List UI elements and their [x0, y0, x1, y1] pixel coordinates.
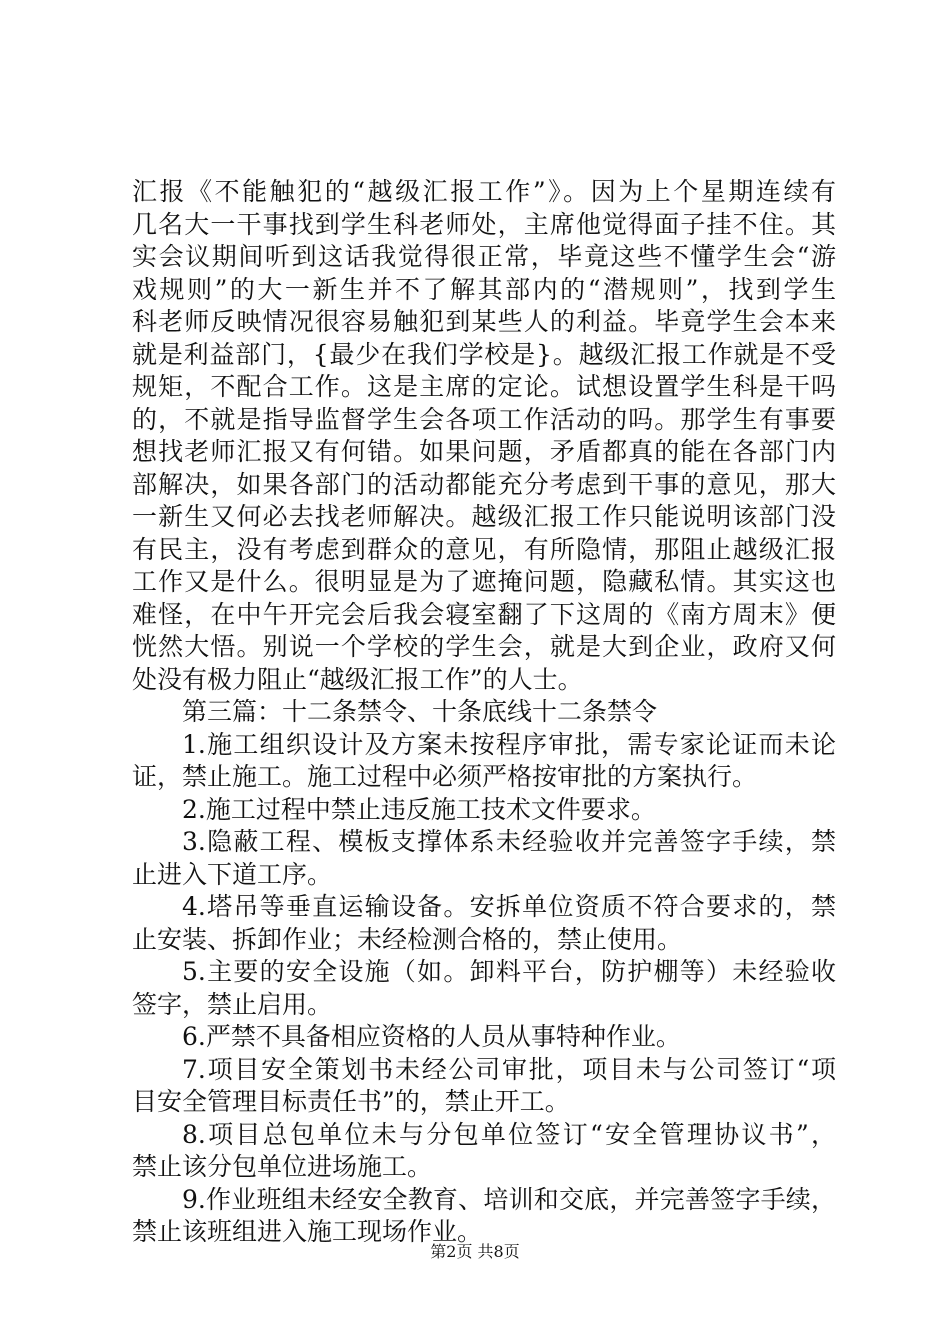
page-footer: [0, 1242, 950, 1262]
text-line: 4.塔吊等垂直运输设备。安拆单位资质不符合要求的，禁: [182, 892, 836, 921]
text-line: 3.隐蔽工程、模板支撑体系未经验收并完善签字手续，禁: [182, 827, 836, 856]
list-item: [132, 826, 836, 891]
text-line: 难怪，在中午开完会后我会寝室翻了下这周的《南方周末》便: [132, 599, 836, 629]
text-line: 工作又是什么。很明显是为了遮掩问题，隐藏私情。其实这也: [132, 567, 836, 596]
text-line: 科老师反映情况很容易触犯到某些人的利益。毕竟学生会本来: [132, 307, 836, 336]
text-line: 5.主要的安全设施（如。卸料平台，防护棚等）未经验收: [182, 957, 836, 986]
list-item: [132, 729, 836, 794]
text-line: 1.施工组织设计及方案未按程序审批，需专家论证而未论: [182, 729, 836, 759]
text-line: 8.项目总包单位未与分包单位签订“安全管理协议书”，: [182, 1119, 836, 1149]
text-line: 部解决，如果各部门的活动都能充分考虑到干事的意见，那大: [132, 469, 836, 499]
text-line: 的，不就是指导监督学生会各项工作活动的吗。那学生有事要: [132, 404, 836, 434]
text-line: 实会议期间听到这话我觉得很正常，毕竟这些不懂学生会“游: [132, 242, 836, 271]
text-line: 一新生又何必去找老师解决。越级汇报工作只能说明该部门没: [132, 502, 836, 531]
text-line: 9.作业班组未经安全教育、培训和交底，并完善签字手续，: [182, 1184, 836, 1214]
text-line: 目安全管理目标责任书”的，禁止开工。: [132, 1087, 570, 1116]
text-line: 想找老师汇报又有何错。如果问题，矛盾都真的能在各部门内: [132, 437, 836, 466]
list-item: [132, 891, 836, 956]
text-line: 止安装、拆卸作业；未经检测合格的，禁止使用。: [132, 924, 683, 954]
list-item: [132, 1054, 836, 1119]
section-heading-text: 第三篇：十二条禁令、十条底线十二条禁令: [182, 697, 658, 726]
list-item: [132, 956, 836, 1021]
text-line: 6.严禁不具备相应资格的人员从事特种作业。: [182, 1022, 681, 1051]
page-number: 第2页 共8页: [430, 1242, 520, 1261]
list-item: [132, 1119, 836, 1184]
text-line: 几名大一干事找到学生科老师处，主席他觉得面子挂不住。其: [132, 209, 836, 239]
document-body: [132, 176, 836, 1249]
text-line: 禁止该分包单位进场施工。: [132, 1152, 433, 1181]
list-item: [132, 794, 836, 827]
list-item: [132, 1184, 836, 1249]
text-line: 戏规则”的大一新生并不了解其部内的“潜规则”，找到学生: [132, 274, 836, 304]
list-item: [132, 1021, 836, 1054]
paragraph-1: [132, 176, 836, 696]
text-line: 2.施工过程中禁止违反施工技术文件要求。: [182, 794, 656, 824]
text-line: 规矩，不配合工作。这是主席的定论。试想设置学生科是干吗: [132, 372, 836, 401]
text-line: 禁止该班组进入施工现场作业。: [132, 1217, 483, 1246]
text-line: 证，禁止施工。施工过程中必须严格按审批的方案执行。: [132, 762, 758, 791]
text-line: 就是利益部门，{最少在我们学校是}。越级汇报工作就是不受: [132, 339, 836, 369]
text-line: 汇报《不能触犯的“越级汇报工作”》。因为上个星期连续有: [132, 177, 836, 206]
text-line: 止进入下道工序。: [132, 859, 333, 889]
text-line: 7.项目安全策划书未经公司审批，项目未与公司签订“项: [182, 1054, 836, 1084]
section-heading: [132, 696, 836, 729]
text-line: 有民主，没有考虑到群众的意见，有所隐情，那阻止越级汇报: [132, 534, 836, 564]
text-line: 处没有极力阻止“越级汇报工作”的人士。: [132, 664, 583, 694]
text-line: 签字，禁止启用。: [132, 989, 333, 1019]
text-line: 恍然大悟。别说一个学校的学生会，就是大到企业，政府又何: [132, 632, 836, 661]
